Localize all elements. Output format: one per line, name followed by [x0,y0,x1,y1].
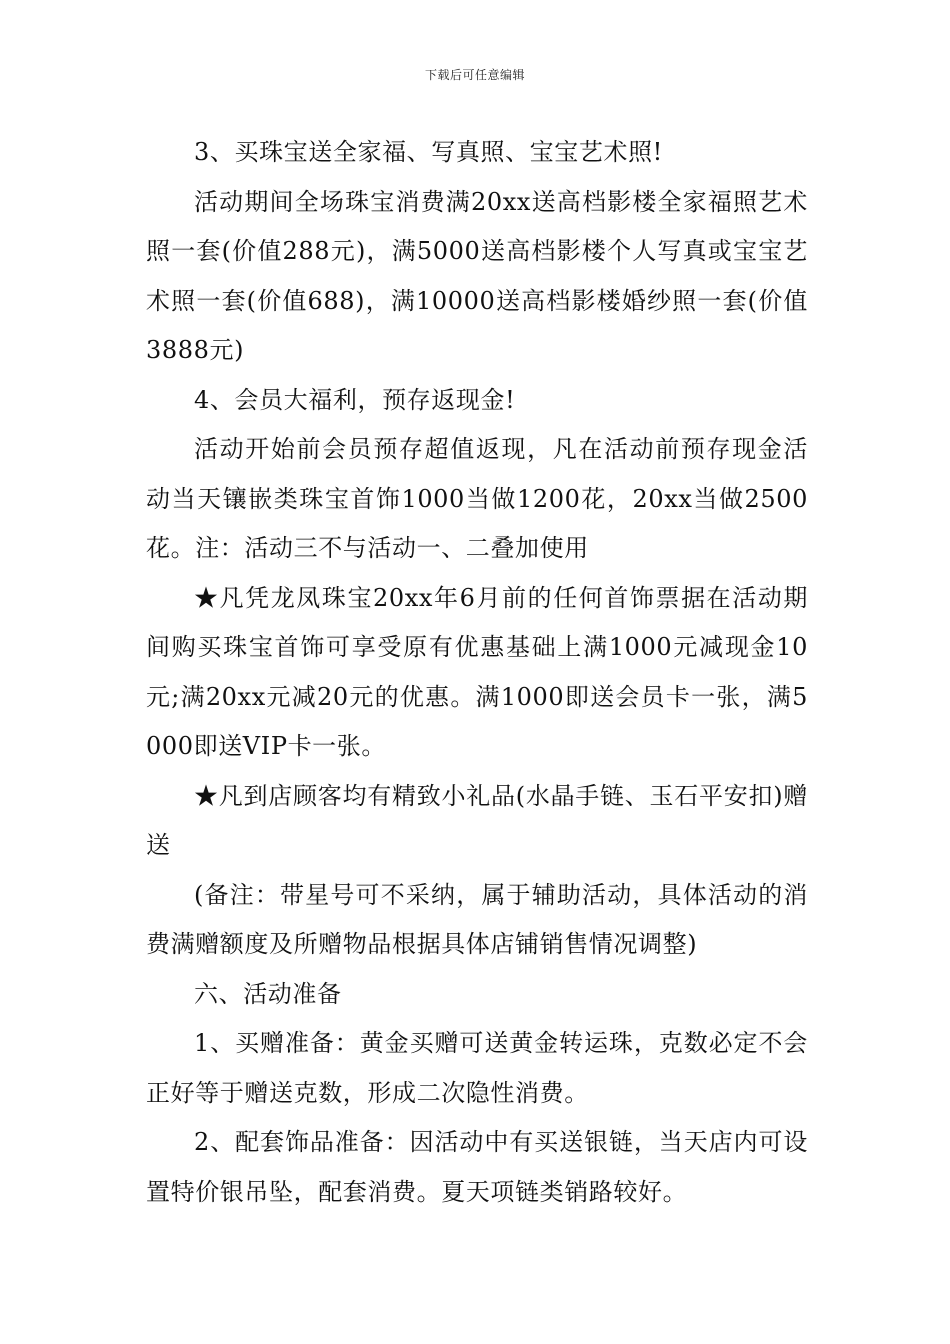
paragraph-member-cashback: 活动开始前会员预存超值返现，凡在活动前预存现金活动当天镶嵌类珠宝首饰1000当做1200花，20xx当做2500花。注：活动三不与活动一、二叠加使用 [146,435,808,562]
paragraph-prep-gift: 1、买赠准备：黄金买赠可送黄金转运珠，克数必定不会正好等于赠送克数，形成二次隐性消费。 [146,1029,808,1107]
paragraph-prep-accessories: 2、配套饰品准备：因活动中有买送银链，当天店内可设置特价银吊坠，配套消费。夏天项链类销路较好。 [146,1128,808,1206]
paragraph-photo-gift: 活动期间全场珠宝消费满20xx送高档影楼全家福照艺术照一套(价值288元)，满5000送高档影楼个人写真或宝宝艺术照一套(价值688)，满10000送高档影楼婚纱照一套(价值3888元) [146,187,808,364]
paragraph-item-3-heading: 3、买珠宝送全家福、写真照、宝宝艺术照! [194,138,663,166]
header-note: 下载后可任意编辑 [424,68,525,82]
paragraph-small-gift: ★凡到店顾客均有精致小礼品(水晶手链、玉石平安扣)赠送 [146,781,808,859]
paragraph-remark: (备注：带星号可不采纳，属于辅助活动，具体活动的消费满赠额度及所赠物品根据具体店铺销售情况调整) [146,880,808,958]
paragraph-item-4-heading: 4、会员大福利，预存返现金! [194,385,516,414]
document-body [146,128,808,1217]
section-heading-preparation: 六、活动准备 [194,979,342,1008]
paragraph-receipt-discount: ★凡凭龙凤珠宝20xx年6月前的任何首饰票据在活动期间购买珠宝首饰可享受原有优惠基础上满1000元减现金10元;满20xx元减20元的优惠。满1000即送会员卡一张，满5000即送VIP卡一张。 [146,583,808,760]
